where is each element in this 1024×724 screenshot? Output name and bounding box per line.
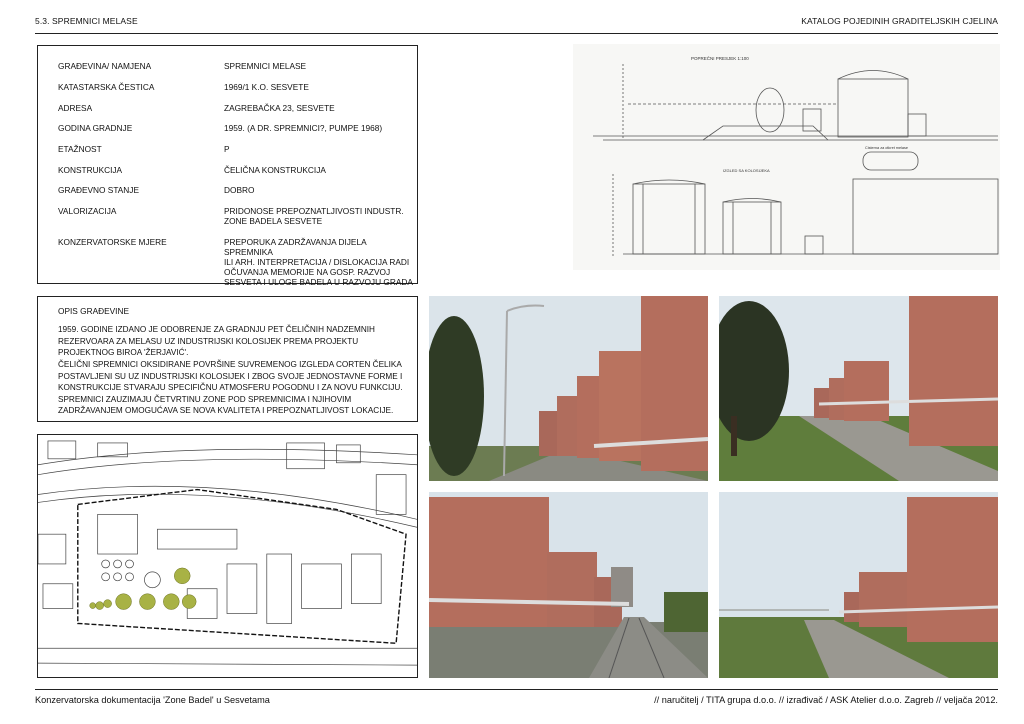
info-label: KONSTRUKCIJA	[58, 165, 123, 175]
info-value: 1959. (A DR. SPREMNICI?, PUMPE 1968)	[224, 123, 383, 133]
section-title: 5.3. SPREMNICI MELASE	[35, 16, 138, 26]
info-label: ETAŽNOST	[58, 144, 102, 154]
drawing-annotation: POPREČNI PRESJEK 1:100	[691, 56, 749, 61]
site-map	[37, 434, 418, 678]
info-label: ADRESA	[58, 103, 93, 113]
description-paragraph: 1959. GODINE IZDANO JE ODOBRENJE ZA GRADNJU PET ČELIČNIH NADZEMNIH REZERVOARA ZA MELASU UZ INDUSTRIJSKI KOLOSIJEK PREMA PROJEKTU PROJEKTNOG BIROA 'ŽERJAVIĆ'.	[58, 325, 375, 357]
info-box	[37, 45, 418, 287]
info-value: DOBRO	[224, 185, 255, 195]
info-label: GRAĐEVINA/ NAMJENA	[58, 61, 152, 71]
info-label: KONZERVATORSKE MJERE	[58, 237, 167, 247]
photo-tanks-track	[429, 296, 708, 481]
info-value: ČELIČNA KONSTRUKCIJA	[224, 165, 326, 175]
header-divider	[35, 33, 998, 34]
photo-tanks-rails	[429, 492, 708, 678]
description-box	[37, 296, 418, 422]
photo-tanks-perspective	[719, 492, 998, 678]
photo-tanks-grass	[719, 296, 998, 481]
info-value: PREPORUKA ZADRŽAVANJA DIJELA SPREMNIKA ILI ARH. INTERPRETACIJA / DISLOKACIJA RADI OČUVANJA MEMORIJE NA GOSP. RAZVOJ SESVETA I ULOGE BADELA U RAZVOJU GRADA	[224, 237, 413, 287]
info-value: SPREMNICI MELASE	[224, 61, 307, 71]
footer-left: Konzervatorska dokumentacija 'Zone Badel' u Sesvetama	[35, 695, 270, 705]
info-label: GODINA GRADNJE	[58, 123, 133, 133]
info-label: VALORIZACIJA	[58, 206, 117, 216]
description-paragraph: ČELIČNI SPREMNICI OKSIDIRANE POVRŠINE SUVREMENOG IZGLEDA CORTEN ČELIKA POSTAVLJENI SU UZ INDUSTRIJSKI KOLOSIJEK I ZBOG SVOJE JEDNOSTAVNE FORME I KONSTRUKCIJE STVARAJU SPECIFIČNU ATMOSFERU POGODNU I ZA NOVU FUNKCIJU. SPREMNICI ZAUZIMAJU ČETVRTINU ZONE POD SPREMNICIMA I NJIHOVIM ZADRŽAVANJEM OMOGUĆAVA SE NOVA KVALITETA I PREPOZNATLJIVOST LOKACIJE.	[58, 360, 403, 415]
catalog-title: KATALOG POJEDINIH GRADITELJSKIH CJELINA	[801, 16, 998, 26]
technical-drawing	[573, 44, 1000, 270]
info-value: 1969/1 K.O. SESVETE	[224, 82, 309, 92]
footer-right: // naručitelj / TITA grupa d.o.o. // izrađivač / ASK Atelier d.o.o. Zagreb // veljača 2012.	[654, 695, 998, 705]
info-label: KATASTARSKA ČESTICA	[58, 82, 155, 92]
info-value: ZAGREBAČKA 23, SESVETE	[224, 103, 335, 113]
footer-divider	[35, 689, 998, 690]
drawing-annotation: Cisterna za otkret melase	[865, 146, 909, 150]
description-title: OPIS GRAĐEVINE	[58, 306, 130, 316]
info-value: P	[224, 144, 230, 154]
drawing-annotation: IZGLED SA KOLOSIJEKA	[723, 168, 770, 173]
info-label: GRAĐEVNO STANJE	[58, 185, 139, 195]
info-value: PRIDONOSE PREPOZNATLJIVOSTI INDUSTR. ZONE BADELA SESVETE	[224, 206, 404, 226]
